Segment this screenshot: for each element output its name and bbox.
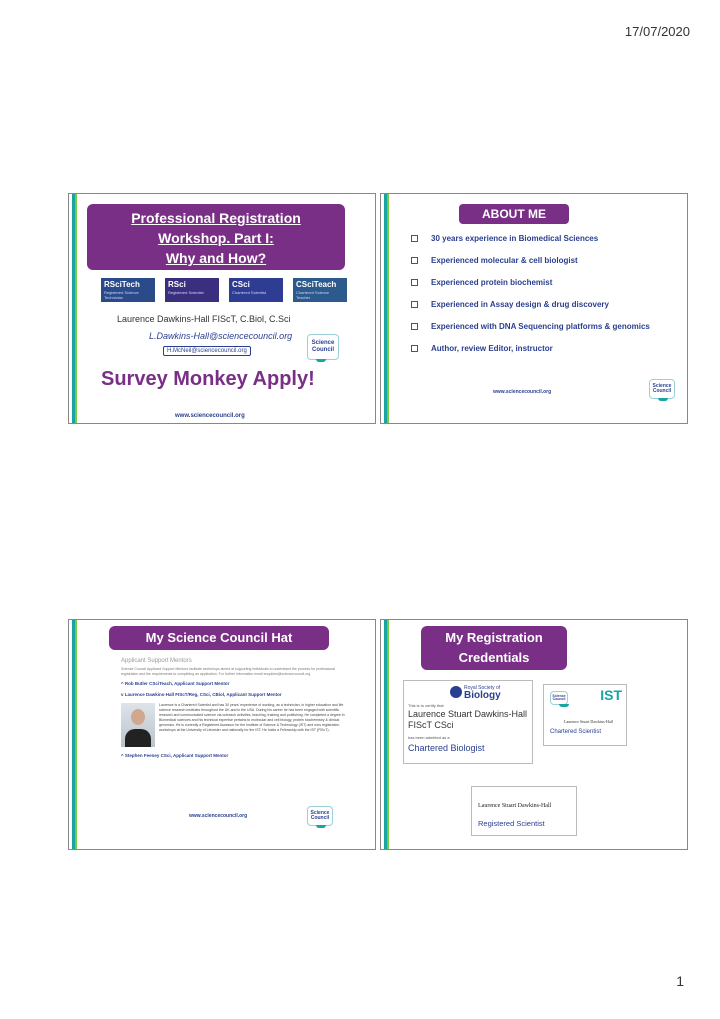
title-line: Credentials bbox=[458, 650, 530, 665]
registration-badges bbox=[101, 278, 347, 302]
badge-csci bbox=[229, 278, 283, 302]
logo-text: Science bbox=[552, 693, 566, 698]
credential-title: Registered Scientist bbox=[478, 819, 545, 828]
badge-title: RSci bbox=[168, 280, 186, 289]
badge-title: CSciTeach bbox=[296, 280, 337, 289]
holder-name: Laurence Stuart Dawkins-Hall FIScT CSci bbox=[408, 709, 528, 730]
slide-accent-bar bbox=[381, 620, 391, 849]
title-line: Workshop. Part I: bbox=[158, 230, 274, 246]
mentor-entry[interactable]: ^ Stephen Feeney CSci, Applicant Support Mentor bbox=[121, 753, 229, 758]
science-council-logo bbox=[649, 379, 675, 399]
org-name: Biology bbox=[464, 690, 501, 701]
mentor-entry[interactable]: ^ Rob Butler CSciTeach, Applicant Support Mentor bbox=[121, 681, 230, 686]
mentor-bio: Laurence is a Chartered Scientist and has 30 years' experience of working, as a technician, in higher education and life science research institutes throughout the UK and in the USA. During his career he has been engaged with scientific research and communicated science via outreach activities, teaching, training and publishing. He completed a degree in Biomedical sciences and his technical expertise pertains to molecular and cell biology, protein biochemistry & clinical genomics. He is currently a Registered Assessor for the Institute of Science & Technology (IST) and runs registration workshops at the University of Leicester and nationally for the IST. He holds a Fellowship with the IST (FIScT). bbox=[159, 703, 345, 732]
slide-title bbox=[421, 626, 567, 670]
presenter-email[interactable]: L.Dawkins-Hall@sciencecouncil.org bbox=[149, 331, 293, 341]
science-council-logo bbox=[307, 806, 333, 826]
slide-registration-credentials bbox=[380, 619, 688, 850]
badge-subtitle: Registered Science Technician bbox=[104, 290, 139, 300]
admitted-text: has been admitted as a bbox=[408, 735, 450, 740]
holder-name: Laurence Stuart Dawkins-Hall bbox=[564, 719, 613, 724]
logo-text: Science bbox=[310, 810, 330, 816]
bullet-item: Experienced with DNA Sequencing platforms & genomics bbox=[411, 322, 673, 332]
certificate-registered-scientist bbox=[471, 786, 577, 836]
slide-title: My Science Council Hat bbox=[109, 626, 329, 650]
certificate-chartered-scientist bbox=[543, 684, 627, 746]
mentor-profile bbox=[121, 703, 351, 747]
rsb-logo-icon bbox=[450, 686, 462, 698]
mentor-screenshot bbox=[121, 658, 351, 764]
badge-subtitle: Chartered Scientist bbox=[232, 290, 267, 295]
slide-science-council-hat bbox=[68, 619, 376, 850]
page-number: 1 bbox=[676, 973, 684, 989]
slide-accent-bar bbox=[69, 194, 79, 423]
presenter-name: Laurence Dawkins-Hall FIScT, C.Biol, C.Sci bbox=[117, 314, 291, 324]
slide-accent-bar bbox=[69, 620, 79, 849]
mentor-photo bbox=[121, 703, 155, 747]
mentor-name: Stephen Feeney CSci, Applicant Support Mentor bbox=[124, 753, 229, 758]
slide-professional-registration bbox=[68, 193, 376, 424]
ist-logo: IST bbox=[600, 687, 622, 703]
org-name-small: Royal Society of bbox=[464, 685, 501, 691]
bullet-list bbox=[411, 234, 673, 366]
certify-text: This is to certify that bbox=[408, 703, 444, 708]
badge-title: RSciTech bbox=[104, 280, 140, 289]
bullet-item: Experienced in Assay design & drug discovery bbox=[411, 300, 673, 310]
badge-subtitle: Chartered Science Teacher bbox=[296, 290, 330, 300]
bullet-item: Experienced protein biochemist bbox=[411, 278, 673, 288]
contact-email[interactable]: H.McNeil@sciencecouncil.org bbox=[163, 346, 251, 356]
mentor-name: Rob Butler CSciTeach, Applicant Support Mentor bbox=[124, 681, 230, 686]
logo-text: Council bbox=[552, 697, 566, 701]
mentor-entry[interactable]: v Laurence Dawkins-Hall FIScT/Reg, CSci, CBiol, Applicant Support Mentor bbox=[121, 692, 282, 697]
badge-rsci bbox=[165, 278, 219, 302]
logo-text: Council bbox=[652, 388, 672, 394]
certificate-chartered-biologist bbox=[403, 680, 533, 764]
website-url[interactable]: www.sciencecouncil.org bbox=[175, 413, 245, 419]
badge-title: CSci bbox=[232, 280, 250, 289]
logo-text: Council bbox=[310, 815, 330, 821]
title-line: Why and How? bbox=[165, 250, 267, 266]
credential-title: Chartered Scientist bbox=[550, 729, 602, 735]
mentor-name: Laurence Dawkins-Hall FIScT/Reg, CSci, CBiol, Applicant Support Mentor bbox=[124, 692, 282, 697]
slide-title bbox=[87, 204, 345, 270]
badge-subtitle: Registered Scientist bbox=[168, 290, 204, 295]
title-line: My Registration bbox=[445, 630, 543, 645]
section-title: Applicant Support Mentors bbox=[121, 658, 192, 664]
survey-headline: Survey Monkey Apply! bbox=[101, 368, 315, 390]
science-council-logo bbox=[307, 334, 339, 360]
intro-text: Science Council Applicant Support Mentors facilitate workshops aimed at supporting individuals to understand the process for professional registration and the requirements to completing an application. For further information email enquiries@sciencecouncil.org bbox=[121, 667, 336, 676]
logo-text: Science bbox=[311, 340, 335, 346]
bullet-item: Experienced molecular & cell biologist bbox=[411, 256, 673, 266]
logo-text: Science bbox=[652, 383, 672, 389]
slide-about-me bbox=[380, 193, 688, 424]
bullet-item: Author, review Editor, instructor bbox=[411, 344, 673, 354]
holder-name: Laurence Stuart Dawkins-Hall bbox=[478, 803, 552, 809]
slide-title: ABOUT ME bbox=[459, 204, 569, 224]
website-url[interactable]: www.sciencecouncil.org bbox=[493, 389, 552, 395]
credential-title: Chartered Biologist bbox=[408, 743, 485, 753]
slide-accent-bar bbox=[381, 194, 391, 423]
badge-rscitech bbox=[101, 278, 155, 302]
science-council-logo bbox=[550, 691, 568, 705]
title-line: Professional Registration bbox=[131, 210, 301, 226]
logo-text: Council bbox=[312, 347, 334, 353]
website-url[interactable]: www.sciencecouncil.org bbox=[189, 813, 248, 819]
bullet-item: 30 years experience in Biomedical Sciences bbox=[411, 234, 673, 244]
page-date: 17/07/2020 bbox=[624, 24, 690, 39]
badge-cscitteach bbox=[293, 278, 347, 302]
rsb-logo-text bbox=[464, 685, 501, 701]
